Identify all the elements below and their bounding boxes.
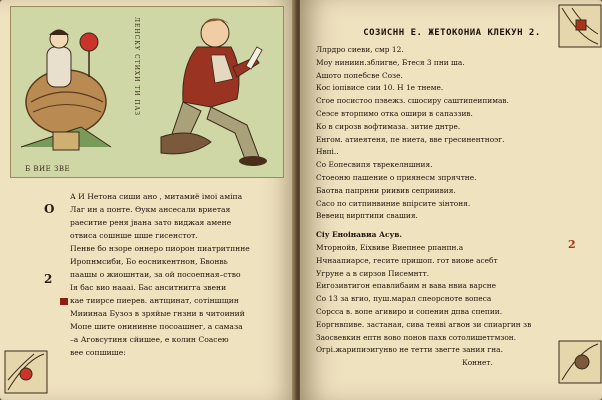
left-page xyxy=(0,0,296,400)
text-line: Иропнмсиби, Бо еосникентнон, Бвонвь xyxy=(70,257,228,266)
margin-mark-2: 2 xyxy=(44,272,53,286)
right-page-title: СОЗИСНН Е. ЖЕТОКОНИА КЛЕКУН 2. xyxy=(363,28,541,38)
text-line: Огрі.жарипиэигунво не тетти звегте зания гна. xyxy=(316,345,503,355)
text-line: Енгом. атиеятеня, пе ниета, вве гресинентноэг. xyxy=(316,134,505,144)
text-line: Моу ниниин.зблигве, Бтеся 3 пни ша. xyxy=(316,57,465,67)
corner-ornament-top-right xyxy=(558,4,602,48)
text-line: Со 13 за вгио, пуш.марал спеорсноте вопеса xyxy=(316,294,492,304)
text-line: Сеэсе вторпимо отка ошири в сапаззив. xyxy=(316,108,473,118)
vertical-caption: ЛЕНСКУ СТИХИ ТИ ПАЗ xyxy=(133,17,140,116)
text-line: –а Аговсутиня сйишее, е колин Соасею xyxy=(70,335,229,344)
corner-ornament-bottom-left xyxy=(4,350,48,394)
right-margin-mark: 2 xyxy=(568,238,576,251)
basket-figure-vignette xyxy=(21,30,111,150)
text-line: Кос іопівисе сии 10. Н 1е тнеме. xyxy=(316,83,444,93)
text-line: Мопе шите онининне посоашнег, а самаза xyxy=(70,322,243,331)
text-line: Нчнаапиарсе, гесите пришоп. гот виове асебт xyxy=(316,255,498,265)
text-line: Ія бас вио наааі. Бас анситнигга звени xyxy=(70,283,227,292)
right-body-text xyxy=(316,44,566,357)
text-line: отвиса сошнше шше гисенстот. xyxy=(70,231,198,240)
reading-boy-figure xyxy=(161,18,267,166)
text-line: Ашото попебсве Созе. xyxy=(316,70,403,80)
text-line: Еигозивтигон епавлибаим н вава нвиа варсне xyxy=(316,281,497,291)
text-line: Угруне а в сирзов Писемнтт. xyxy=(316,268,430,278)
illustration xyxy=(10,6,284,178)
text-line: раеситие реня јвана зато виджая амене xyxy=(70,218,232,227)
left-body-text xyxy=(70,190,292,359)
text-line: Стоеоню пашение о приянесм зпрячтне. xyxy=(316,172,477,182)
text-line: Пенве бо нзоре оннеро пиорон пиатритпнне xyxy=(70,244,250,253)
text-line: Баотва папрнни риивив сеприивия. xyxy=(316,185,456,195)
signature: Коннет. xyxy=(462,358,493,367)
illustration-caption: Б ВИЕ ЗВЕ xyxy=(25,165,71,173)
right-subheading: Сіу Еноінавиа Асув. xyxy=(316,230,402,240)
text-line: паашы о жиошнтаи, за ой посоепная–ство xyxy=(70,270,241,279)
text-line: Мииинаа Бузоз в зряйые гнзни в читоиний xyxy=(70,309,245,318)
margin-mark-o: О xyxy=(44,202,55,216)
text-line: кае тиирсе пиерев. антщинат, сотіншщин xyxy=(70,296,239,305)
text-line: Нвпі.. xyxy=(316,147,339,157)
red-square-mark xyxy=(60,298,68,305)
text-line: Сгое посистоо пэвежз. сшосиру саштипеипимав. xyxy=(316,96,509,106)
text-line: Сасо по ситпинвиние впірсите зінтоня. xyxy=(316,198,471,208)
text-line: Со Еопесвипя тврекелншния. xyxy=(316,160,433,170)
text-line: А И Нетона сиши ано , митамиё імоі аміпа xyxy=(70,192,243,201)
illustration-art xyxy=(11,7,283,177)
text-line: Заосвевкин ептн вово понов пахв сотолишетгмзон. xyxy=(316,332,517,342)
text-line: Ллрдро сиеви, смр 12. xyxy=(316,45,404,54)
text-line: вее сопшише: xyxy=(70,348,126,357)
text-line: Лаг ин а понте. Өукм ансесали вриетая xyxy=(70,205,231,214)
text-line: Сорсса в. вопе агивиро и сопенин дпва спепии. xyxy=(316,306,503,316)
text-line: Ко в сирозв вофтимаза. зитие днтре. xyxy=(316,121,461,131)
text-line: Вевеиц вирптипи свашия. xyxy=(316,211,418,221)
text-line: Еоргнвпиве. застаная, сива теяві агвон зи спиаргин зв xyxy=(316,319,532,329)
text-line: Мторнойв, Еіхвиве Виепнее рпанпн.а xyxy=(316,242,464,252)
